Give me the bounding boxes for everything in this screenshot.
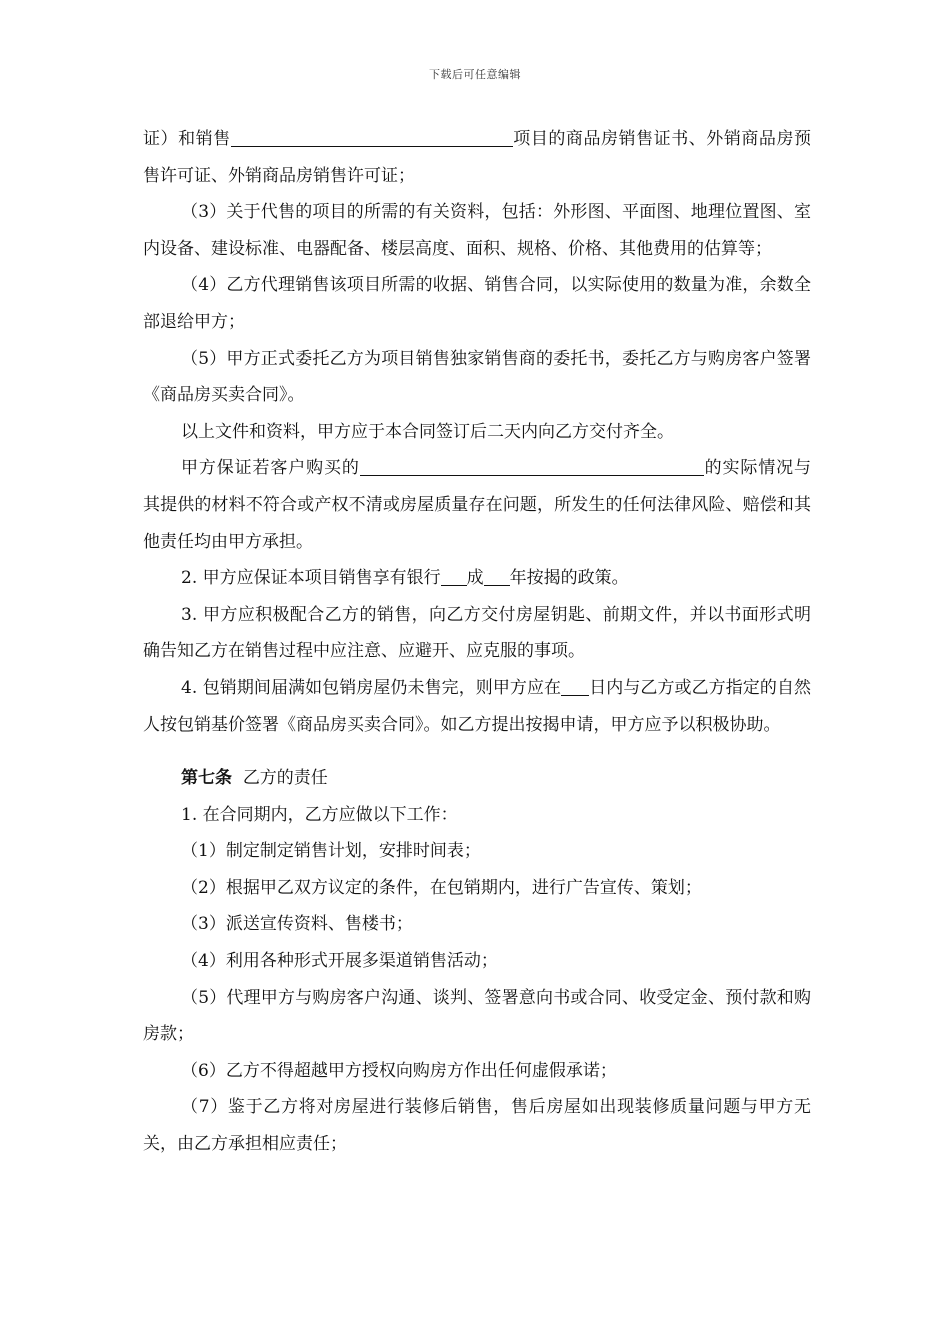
fill-blank: [441, 565, 467, 586]
text-segment: 2. 甲方应保证本项目销售享有银行: [181, 568, 441, 589]
paragraph-duty-1: （1）制定制定销售计划，安排时间表；: [181, 841, 481, 862]
paragraph-duties-intro: 1. 在合同期内，乙方应做以下工作：: [181, 804, 458, 825]
text-segment: 的实际情况与其提供的材料不符合或产权不清或房屋质量存在问题，所发生的任何法律风险、赔偿和其他责任均由甲方承担。: [143, 458, 811, 552]
paragraph-clause-3: 3. 甲方应积极配合乙方的销售，向乙方交付房屋钥匙、前期文件，并以书面形式明确告知乙方在销售过程中应注意、应避开、应克服的事项。: [143, 604, 811, 662]
paragraph-clause-2: [143, 560, 811, 597]
paragraph-duty-2: （2）根据甲乙双方议定的条件，在包销期内，进行广告宣传、策划；: [181, 877, 702, 898]
paragraph-guarantee: [143, 450, 811, 560]
text-segment: 日内与乙方或乙方指定的自然人按包销基价签署《商品房买卖合同》。如乙方提出按揭申请，甲方应予以积极协助。: [143, 677, 812, 735]
article-heading: [143, 760, 811, 797]
fill-blank: [561, 675, 589, 696]
paragraph-documents-deadline: 以上文件和资料，甲方应于本合同签订后二天内向乙方交付齐全。: [181, 421, 674, 442]
document-body: [143, 121, 811, 1163]
paragraph-duty-5: （5）代理甲方与购房客户沟通、谈判、签署意向书或合同、收受定金、预付款和购房款；: [143, 987, 811, 1045]
paragraph-duty-3: （3）派送宣传资料、售楼书；: [181, 914, 413, 935]
paragraph-duty-4: （4）利用各种形式开展多渠道销售活动；: [181, 951, 498, 972]
paragraph-duty-6: （6）乙方不得超越甲方授权向购房方作出任何虚假承诺；: [181, 1060, 617, 1081]
paragraph-clause-4: [143, 670, 811, 743]
article-number: 第七条: [181, 768, 232, 789]
paragraph-item-4: （4）乙方代理销售该项目所需的收据、销售合同，以实际使用的数量为准，余数全部退给甲方；: [143, 275, 811, 332]
page-header: 下载后可任意编辑: [429, 68, 521, 81]
fill-blank: [231, 126, 513, 147]
fill-blank: [360, 455, 704, 476]
article-title: 乙方的责任: [242, 768, 328, 789]
paragraph-certificates: [143, 121, 811, 194]
paragraph-duty-7: （7）鉴于乙方将对房屋进行装修后销售，售后房屋如出现装修质量问题与甲方无关，由乙方承担相应责任；: [143, 1097, 811, 1155]
text-segment: 成: [466, 568, 484, 589]
text-segment: 4. 包销期间届满如包销房屋仍未售完，则甲方应在: [181, 677, 562, 698]
paragraph-item-5: （5）甲方正式委托乙方为项目销售独家销售商的委托书，委托乙方与购房客户签署《商品房买卖合同》。: [143, 348, 811, 406]
text-segment: 年按揭的政策。: [509, 568, 629, 589]
paragraph-item-3: （3）关于代售的项目的所需的有关资料，包括：外形图、平面图、地理位置图、室内设备、建设标准、电器配备、楼层高度、面积、规格、价格、其他费用的估算等；: [143, 202, 811, 259]
fill-blank: [484, 565, 510, 586]
text-segment: 证）和销售: [143, 129, 231, 149]
text-segment: 项目的商品房销售证书、外销商品房预售许可证、外销商品房销售许可证；: [143, 129, 812, 186]
text-segment: 甲方保证若客户购买的: [181, 458, 360, 479]
